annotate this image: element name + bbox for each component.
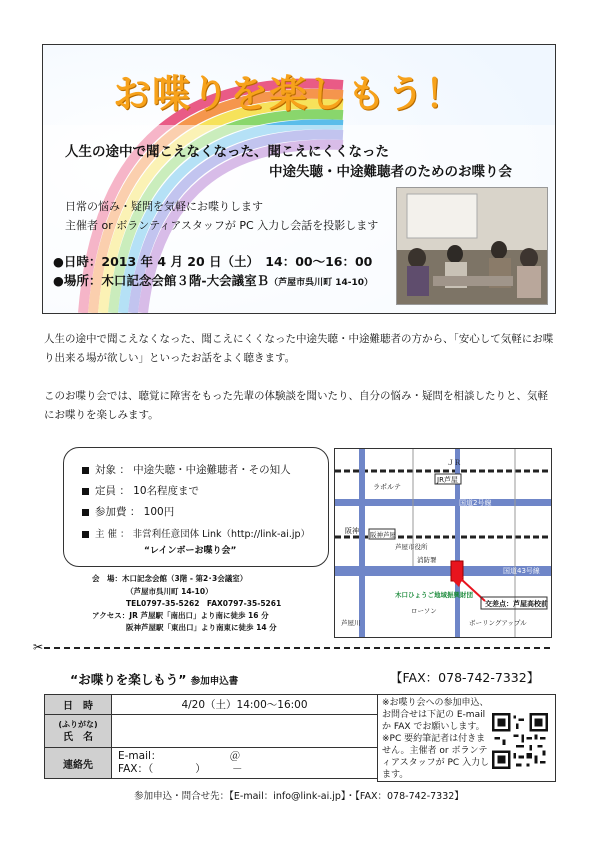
form-date-value: 4/20（土）14:00～16:00 <box>112 695 378 715</box>
map-cityhall: 芦屋市役所 <box>395 543 428 551</box>
details-host-sub: “レインボーお喋り会” <box>144 546 237 556</box>
map-fire-station: 消防署 <box>417 556 437 564</box>
form-note-text: ※お喋り会への参加申込、お問合せは下記の E-mail か FAX でお願いします。※PC 要約筆記者は付きません。主催者 or ボランティアスタッフが PC 入力します。 <box>382 698 490 780</box>
bullet-icon <box>82 509 89 516</box>
access-map <box>334 448 552 638</box>
map-hanshin-station: 阪神芦屋 <box>370 531 396 539</box>
map-lawson: ローソン <box>411 607 437 615</box>
river-road <box>359 449 365 637</box>
form-footer: 参加申込・問合せ先：【E-mail：info@link-ai.jp】・【FAX：078-742-7332】 <box>134 791 464 802</box>
form-date-label: 日 時 <box>45 695 112 715</box>
form-fax: 【FAX：078-742-7332】 <box>390 670 540 685</box>
details-target: 対象 ： 中途失聴・中途難聴者・その知人 <box>82 462 291 477</box>
form-title: “お喋りを楽しもう” 参加申込書 <box>70 672 239 687</box>
map-venue: 木口ひょうご地域振興財団 <box>395 591 473 599</box>
access-venue: 会 場：木口記念会館（3階 ‐ 第2･3会議室） <box>92 574 248 583</box>
form-row-date <box>45 695 378 715</box>
bullet-icon <box>82 531 89 538</box>
event-place <box>53 271 373 289</box>
form-name-label: (ふりがな) 氏 名 <box>45 715 112 748</box>
map-river: 芦屋川 <box>341 619 361 627</box>
map-route43: 国道43号線 <box>503 567 540 575</box>
access-phone: TEL0797-35-5262 FAX0797-35-5261 <box>126 599 282 608</box>
details-capacity: 定員 ： 10名程度まで <box>82 483 199 498</box>
map-laporte: ラポルテ <box>373 483 401 491</box>
access-jr: アクセス：JR 芦屋駅「南出口」より南に徒歩 16 分 <box>92 611 269 620</box>
form-name-field[interactable] <box>112 715 378 748</box>
details-box <box>63 447 329 567</box>
intro-paragraph-1: 人生の途中で聞こえなくなった、聞こえにくくなった中途失聴・中途難聴者の方から、「安心して気軽にお喋り出来る場が欲しい」といったお話をよく聴きます。 <box>44 333 554 364</box>
event-place-address: （芦屋市呉川町 14-10） <box>269 278 374 288</box>
details-host: 主 催 ： 非営利任意団体 Link（http://link-ai.jp） <box>82 526 310 540</box>
details-fee: 参加費 ： 100円 <box>82 504 174 519</box>
info-line2: 主催者 or ボランティアスタッフが PC 入力し会話を投影します <box>65 219 379 232</box>
route2-road <box>335 499 551 506</box>
meeting-photo <box>396 187 548 305</box>
access-address: （芦屋市呉川町 14-10） <box>126 587 213 596</box>
form-contact-label: 連絡先 <box>45 748 112 779</box>
map-jr-station: JR芦屋 <box>437 476 458 484</box>
map-hanshin-label: 阪神 <box>345 527 359 535</box>
subtitle-line1: 人生の途中で聞こえなくなった、聞こえにくくなった <box>65 144 389 160</box>
map-cross-label: 交差点：芦屋高校前 <box>485 600 548 608</box>
qr-code-icon <box>492 713 548 769</box>
intro-paragraph-2: このお喋り会では、聴覚に障害をもった先輩の体験談を聞いたり、自分の悩み・疑問を相談したりと、気軽にお喋りを楽しみます。 <box>44 390 548 421</box>
bullet-icon <box>82 488 89 495</box>
subtitle-line2: 中途失聴・中途難聴者のためのお喋り会 <box>269 164 512 180</box>
scissors-icon: ✂ <box>33 640 44 654</box>
access-hanshin: 阪神芦屋駅「東出口」より南東に徒歩 14 分 <box>126 623 277 632</box>
application-form <box>44 694 378 779</box>
header-banner <box>42 44 556 314</box>
form-row-contact <box>45 748 378 779</box>
info-line1: 日常の悩み・疑問を気軽にお喋りします <box>65 200 263 213</box>
form-email-label: E-mail： ＠ <box>118 750 241 762</box>
form-contact-field[interactable] <box>112 748 378 779</box>
form-note <box>377 694 556 782</box>
cut-line <box>44 647 550 649</box>
form-fax-label: FAX：（ ） － <box>118 763 243 775</box>
event-date: ●日時：2013 年 4 月 20 日（土） 14：00～16：00 <box>53 254 373 269</box>
event-place-name: ●場所：木口記念会館３階-大会議室Ｂ <box>53 273 270 288</box>
map-jr-label: ＪＲ <box>447 459 461 467</box>
form-row-name <box>45 715 378 748</box>
bullet-icon <box>82 467 89 474</box>
map-bowling: ボーリングアップル <box>469 619 527 627</box>
banner-title: お喋りを楽しもう！ <box>113 72 465 116</box>
map-route2: 国道2号線 <box>459 499 492 507</box>
